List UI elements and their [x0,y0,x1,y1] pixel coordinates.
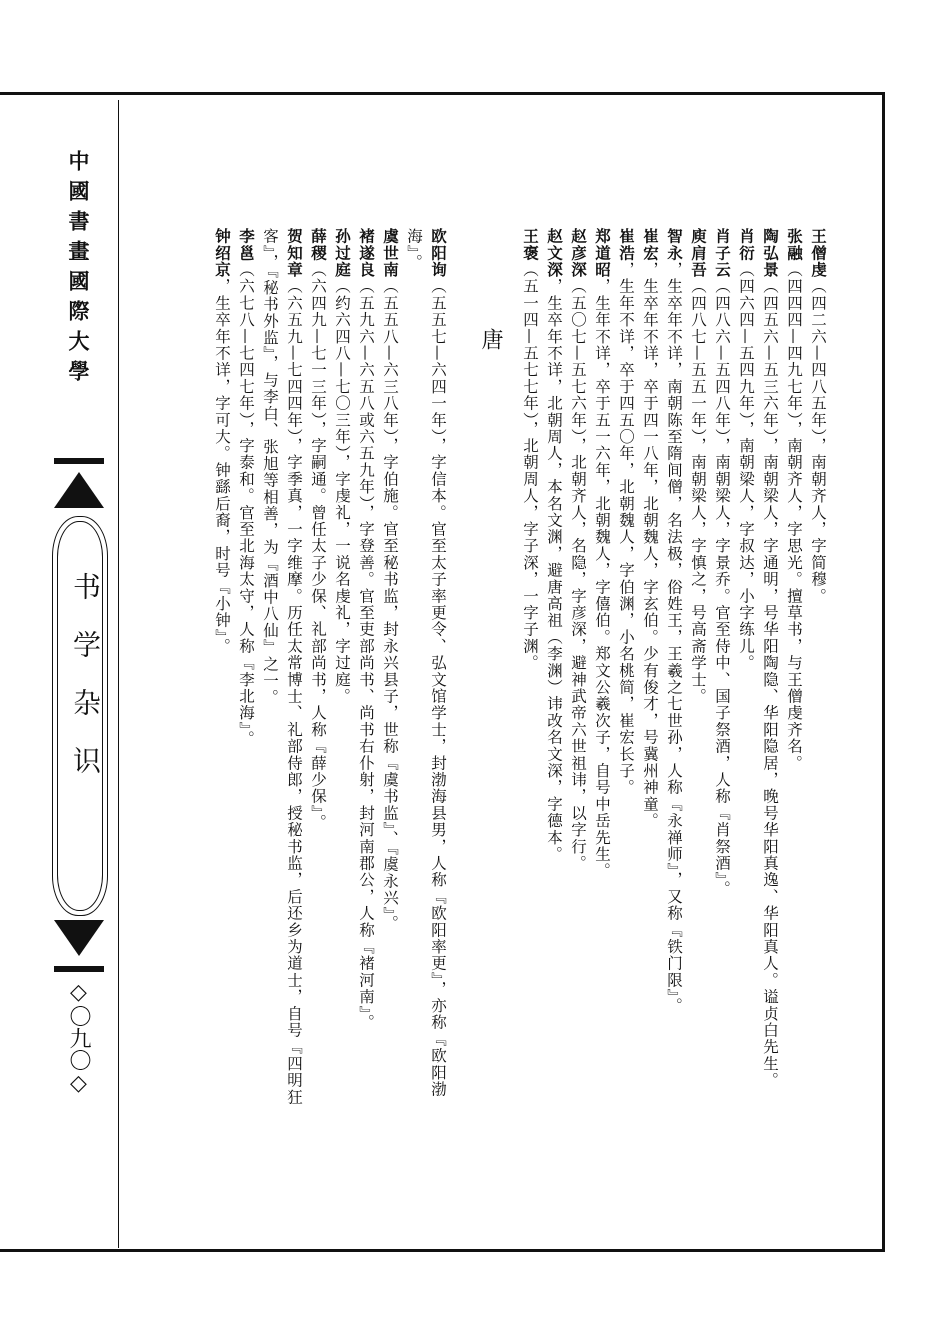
book-title: 书学杂识 [69,572,102,804]
sidebar [38,100,119,1248]
entry-text: ，生卒年不详，卒于四一八年，北朝魏人，字玄伯。少有俊才，号冀州神童。 [641,261,659,830]
entries-after [210,228,450,1138]
entry-text: （约六四八—七〇三年），字虔礼，一说名虔礼，字过庭。 [333,278,351,705]
biography-entry [782,228,806,1138]
person-name: 肖子云 [713,228,732,279]
entry-text: （五九六—六五八或六五九年），字登善。官至吏部尚书、尚书右仆射，封河南郡公，人称『褚河南』。 [357,278,375,1031]
person-name: 薛稷 [309,228,328,262]
ornament-bar-top [54,458,104,464]
biography-entry [614,228,638,1138]
person-name: 褚遂良 [357,228,376,279]
person-name: 张融 [785,228,804,262]
person-name: 贺知章 [285,228,304,279]
biography-entry [210,228,234,1138]
entry-text: （四八七—五五一年），南朝梁人，字慎之，号高斋学士。 [689,278,707,705]
biography-entry [734,228,758,1138]
page-number: ◇〇九〇◇ [66,980,91,1096]
person-name: 王褒 [521,228,540,262]
section-heading: 唐 [478,328,503,350]
entry-text: （四四四—四九七年），南朝齐人，字思光。擅草书，与王僧虔齐名。 [785,261,803,772]
page-number-area [38,980,118,1248]
person-name: 肖衍 [737,228,756,262]
entry-text: ，生卒年不详，字可大。钟繇后裔，时号『小钟』。 [213,278,231,655]
ornament-bar-bottom [54,966,104,972]
person-name: 庾肩吾 [689,228,708,279]
entry-text: （六七八—七四七年），字泰和。官至北海太守，人称『李北海』。 [237,261,255,747]
biography-entry [258,228,306,1138]
entry-text: ，生年不详，卒于四五〇年，北朝魏人，字伯渊，小名桃简，崔宏长子。 [617,261,635,796]
biography-entry [566,228,590,1138]
biography-entry [590,228,614,1138]
biography-entry [638,228,662,1138]
entry-text: （四六四—五四九年），南朝梁人，字叔达，小字练儿。 [737,261,755,672]
entry-text: （五一四—五七七年），北朝周人，字子深，一字子渊。 [521,261,539,672]
ornament-arrow-bottom [54,920,104,956]
entry-text: （五五八—六三八年），字伯施。官至秘书监，封永兴县子，世称『虞书监』、『虞永兴』。 [381,278,399,932]
biography-entry [330,228,354,1138]
person-name: 钟绍京 [213,228,232,279]
entry-text: （五五七—六四一年），字信本。官至太子率更令、弘文馆学士，封渤海县男，人称『欧阳率更』，亦称『欧阳渤海』。 [405,228,447,1098]
biography-entry [402,228,450,1138]
person-name: 智永 [665,228,684,262]
person-name: 崔浩 [617,228,636,262]
entry-text: （四二六—四八五年），南朝齐人，字简穆。 [809,278,827,605]
entry-text: （五〇七—五七六年），北朝齐人，名隐，字彦深，避神武帝六世祖讳，以字行。 [569,278,587,872]
biography-entry [662,228,686,1138]
biography-entry [710,228,734,1138]
person-name: 崔宏 [641,228,660,262]
title-cartouche [52,516,108,916]
person-name: 李邕 [237,228,256,262]
entry-text: ，生卒年不详，南朝陈至隋间僧，名法极，俗姓王，王羲之七世孙，人称『永禅师』，又称『铁门限』。 [665,261,683,1015]
person-name: 孙过庭 [333,228,352,279]
person-name: 虞世南 [381,228,400,279]
ornament-arrow-top [54,472,104,508]
biography-entry [234,228,258,1138]
biography-entry [806,228,830,1138]
entry-text: ，生卒年不详，北朝周人，本名文渊，避唐高祖（李渊）讳改名文深，字德本。 [545,278,563,863]
person-name: 赵文深 [545,228,564,279]
biography-entry [542,228,566,1138]
entry-text: （四八六—五四八年），南朝梁人，字景乔。官至侍中、国子祭酒，人称『肖祭酒』。 [713,278,731,898]
biography-entry [758,228,782,1138]
biography-entry [354,228,378,1138]
biography-entry [306,228,330,1138]
person-name: 陶弘景 [761,228,780,279]
entry-text: （四五六—五三六年），南朝梁人，字通明，号华阳陶隐、华阳隐居，晚号华阳真逸、华阳真人。谥贞白先生。 [761,278,779,1089]
person-name: 王僧虔 [809,228,828,279]
person-name: 郑道昭 [593,228,612,279]
publisher-name: 中國書畫國際大學 [66,150,91,390]
entry-text: （六四九—七一三年），字嗣通。曾任太子少保、礼部尚书，人称『薛少保』。 [309,261,327,831]
entry-text: ，生年不详，卒于五一六年，北朝魏人，字僖伯。郑文公羲次子，自号中岳先生。 [593,278,611,880]
biography-entry [686,228,710,1138]
person-name: 赵彦深 [569,228,588,279]
entry-text: （六五九—七四四年），字季真，一字维摩。历任太常博士、礼部侍郎，授秘书监，后还乡为道士，自号『四明狂客』，『秘书外监』，与李白、张旭等相善，为『酒中八仙』之一。 [261,228,303,1106]
person-name: 欧阳询 [429,228,448,279]
title-cartouche-inner [57,521,103,911]
main-text [140,228,830,1138]
biography-entry [378,228,402,1138]
entries-before [518,228,830,1138]
biography-entry [518,228,542,1138]
